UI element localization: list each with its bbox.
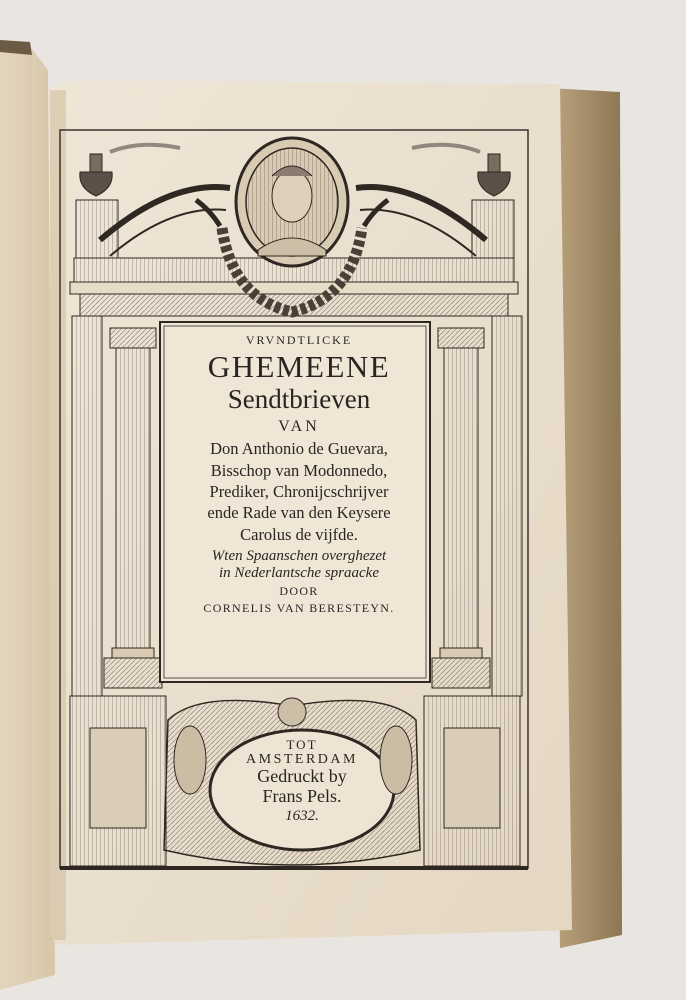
imprint-text-block [224, 738, 380, 824]
title-line-4: VAN [278, 418, 320, 436]
portrait-medallion [236, 138, 348, 266]
cherub-icon [278, 698, 306, 726]
imprint-line-3: Gedruckt by [257, 766, 347, 787]
title-line-5: Don Anthonio de Guevara, [210, 439, 388, 459]
figure-left-icon [174, 726, 206, 794]
left-page [0, 40, 55, 990]
title-line-7: Prediker, Chronijcschrijver [209, 481, 389, 501]
title-line-10: Wten Spaanschen overghezet [211, 547, 387, 564]
title-text-block [168, 334, 430, 676]
imprint-line-2: AMSTERDAM [246, 752, 358, 768]
title-line-11: in Nederlantsche spraacke [219, 564, 379, 581]
title-line-13: CORNELIS VAN BERESTEYN. [203, 600, 395, 615]
imprint-line-4: Frans Pels. [262, 785, 342, 806]
title-line-3: Sendtbrieven [227, 384, 371, 415]
title-line-9: Carolus de vijfde. [240, 524, 358, 544]
imprint-line-1: TOT [286, 737, 318, 752]
title-line-2: GHEMEENE [207, 348, 391, 384]
title-line-12: DOOR [279, 584, 319, 599]
title-line-1: VRVNDTLICKE [245, 333, 353, 347]
figure-right-icon [380, 726, 412, 794]
title-line-6: Bisschop van Modonnedo, [210, 460, 388, 480]
title-line-8: ende Rade van den Keysere [207, 503, 391, 523]
imprint-line-5: 1632. [285, 808, 319, 825]
